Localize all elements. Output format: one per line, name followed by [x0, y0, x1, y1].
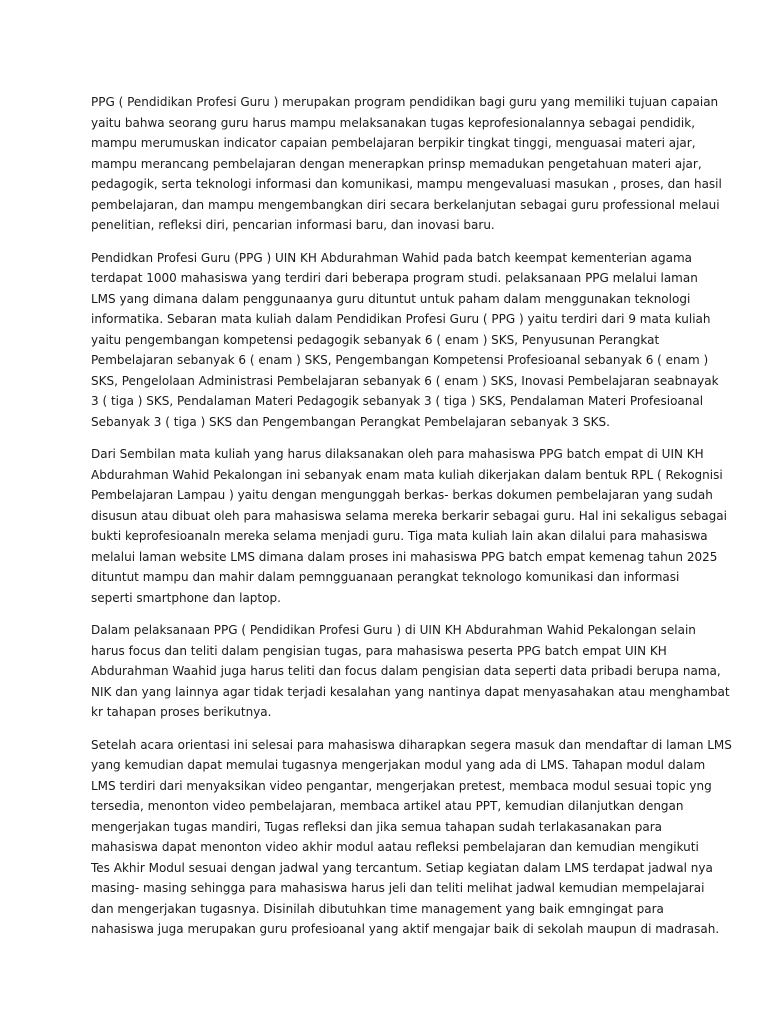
- paragraph-line: Dalam pelaksanaan PPG ( Pendidikan Profesi Guru ) di UIN KH Abdurahman Wahid Pekalongan selain: [91, 623, 696, 637]
- document-body: [91, 92, 732, 952]
- paragraph-line: yaitu bahwa seorang guru harus mampu melaksanakan tugas keprofesionalannya sebagai pendidik,: [91, 115, 696, 130]
- paragraph-line: Pendidkan Profesi Guru (PPG ) UIN KH Abdurahman Wahid pada batch keempat kementerian agama: [91, 250, 692, 265]
- paragraph-line: tersedia, menonton video pembelajaran, membaca artikel atau PPT, kemudian dilanjutkan dengan: [91, 799, 684, 813]
- paragraph-line: terdapat 1000 mahasiswa yang terdiri dari beberapa program studi. pelaksanaan PPG melalui laman: [91, 271, 698, 285]
- paragraph-line: 3 ( tiga ) SKS, Pendalaman Materi Pedagogik sebanyak 3 ( tiga ) SKS, Pendalaman Materi Profesioanal: [91, 394, 704, 408]
- paragraph-line: PPG ( Pendidikan Profesi Guru ) merupakan program pendidikan bagi guru yang memiliki tujuan capaian: [91, 95, 719, 109]
- paragraph-line: pedagogik, serta teknologi informasi dan komunikasi, mampu mengevaluasi masukan , proses, dan hasil: [91, 177, 722, 191]
- paragraph-line: seperti smartphone dan laptop.: [91, 590, 281, 605]
- paragraph-line: masing- masing sehingga para mahasiswa harus jeli dan teliti melihat jadwal kemudian mempelajarai: [91, 881, 705, 895]
- paragraph-line: Dari Sembilan mata kuliah yang harus dilaksanakan oleh para mahasiswa PPG batch empat di UIN KH: [91, 447, 704, 461]
- paragraph-lms-modules: [91, 735, 732, 940]
- paragraph-line: SKS, Pengelolaan Administrasi Pembelajaran sebanyak 6 ( enam ) SKS, Inovasi Pembelajaran seabnayak: [91, 373, 719, 388]
- paragraph-line: pembelajaran, dan mampu mengembangkan diri secara berkelanjutan sebagai guru professional melaui: [91, 197, 720, 212]
- paragraph-line: mahasiswa dapat menonton video akhir modul aatau refleksi pembelajaran dan kemudian mengikuti: [91, 840, 699, 854]
- paragraph-line: informatika. Sebaran mata kuliah dalam Pendidikan Profesi Guru ( PPG ) yaitu terdiri dari 9 mata kuliah: [91, 312, 711, 326]
- paragraph-line: LMS terdiri dari menyaksikan video pengantar, mengerjakan pretest, membaca modul sesuai topic yng: [91, 778, 712, 793]
- paragraph-line: harus focus dan teliti dalam pengisian tugas, para mahasiswa peserta PPG batch empat UIN KH: [91, 643, 667, 658]
- paragraph-line: Abdurahman Waahid juga harus teliti dan focus dalam pengisian data seperti data pribadi berupa nama,: [91, 664, 721, 678]
- paragraph-line: Sebanyak 3 ( tiga ) SKS dan Pengembangan Perangkat Pembelajaran sebanyak 3 SKS.: [91, 414, 610, 429]
- paragraph-line: NIK dan yang lainnya agar tidak terjadi kesalahan yang nantinya dapat menyasahakan atau menghambat: [91, 684, 730, 699]
- paragraph-line: penelitian, refleksi diri, pencarian informasi baru, dan inovasi baru.: [91, 218, 495, 232]
- paragraph-line: yang kemudian dapat memulai tugasnya mengerjakan modul yang ada di LMS. Tahapan modul dalam: [91, 758, 706, 772]
- paragraph-rpl-courses: [91, 444, 727, 608]
- paragraph-line: disusun atau dibuat oleh para mahasiswa selama mereka berkarir sebagai guru. Hal ini sekaligus sebagai: [91, 508, 727, 523]
- paragraph-line: nahasiswa juga merupakan guru profesioanal yang aktif mengajar baik di sekolah maupun di madrasah.: [91, 922, 720, 936]
- paragraph-line: melalui laman website LMS dimana dalam proses ini mahasiswa PPG batch empat kemenag tahun 2025: [91, 549, 718, 564]
- paragraph-course-distribution: [91, 248, 719, 433]
- paragraph-line: bukti keprofesioanaln mereka selama menjadi guru. Tiga mata kuliah lain akan dilalui para mahasiswa: [91, 529, 708, 543]
- paragraph-ppg-overview: [91, 92, 722, 236]
- paragraph-line: mampu merumuskan indicator capaian pembelajaran berpikir tingkat tinggi, menguasai materi ajar,: [91, 136, 696, 150]
- paragraph-line: mengerjakan tugas mandiri, Tugas refleksi dan jika semua tahapan sudah terlakasanakan para: [91, 819, 663, 834]
- paragraph-line: Pembelajaran sebanyak 6 ( enam ) SKS, Pengembangan Kompetensi Profesioanal sebanyak 6 ( enam ): [91, 353, 709, 367]
- paragraph-line: Tes Akhir Modul sesuai dengan jadwal yang tercantum. Setiap kegiatan dalam LMS terdapat jadwal nya: [91, 860, 713, 875]
- paragraph-line: dan mengerjakan tugasnya. Disinilah dibutuhkan time management yang baik emngingat para: [91, 901, 664, 916]
- paragraph-line: LMS yang dimana dalam penggunaanya guru dituntut untuk paham dalam menggunakan teknologi: [91, 291, 691, 306]
- paragraph-line: Abdurahman Wahid Pekalongan ini sebanyak enam mata kuliah dikerjakan dalam bentuk RPL ( Rekognisi: [91, 467, 723, 482]
- paragraph-line: mampu merancang pembelajaran dengan menerapkan prinsp memadukan pengetahuan materi ajar,: [91, 156, 702, 171]
- paragraph-line: Pembelajaran Lampau ) yaitu dengan mengunggah berkas- berkas dokumen pembelajaran yang sudah: [91, 488, 713, 502]
- paragraph-line: dituntut mampu dan mahir dalam pemngguanaan perangkat teknologo komunikasi dan informasi: [91, 570, 680, 584]
- paragraph-line: kr tahapan proses berikutnya.: [91, 705, 272, 719]
- paragraph-data-accuracy: [91, 620, 730, 723]
- paragraph-line: yaitu pengembangan kompetensi pedagogik sebanyak 6 ( enam ) SKS, Penyusunan Perangkat: [91, 332, 660, 347]
- paragraph-line: Setelah acara orientasi ini selesai para mahasiswa diharapkan segera masuk dan mendaftar di laman LMS: [91, 737, 732, 752]
